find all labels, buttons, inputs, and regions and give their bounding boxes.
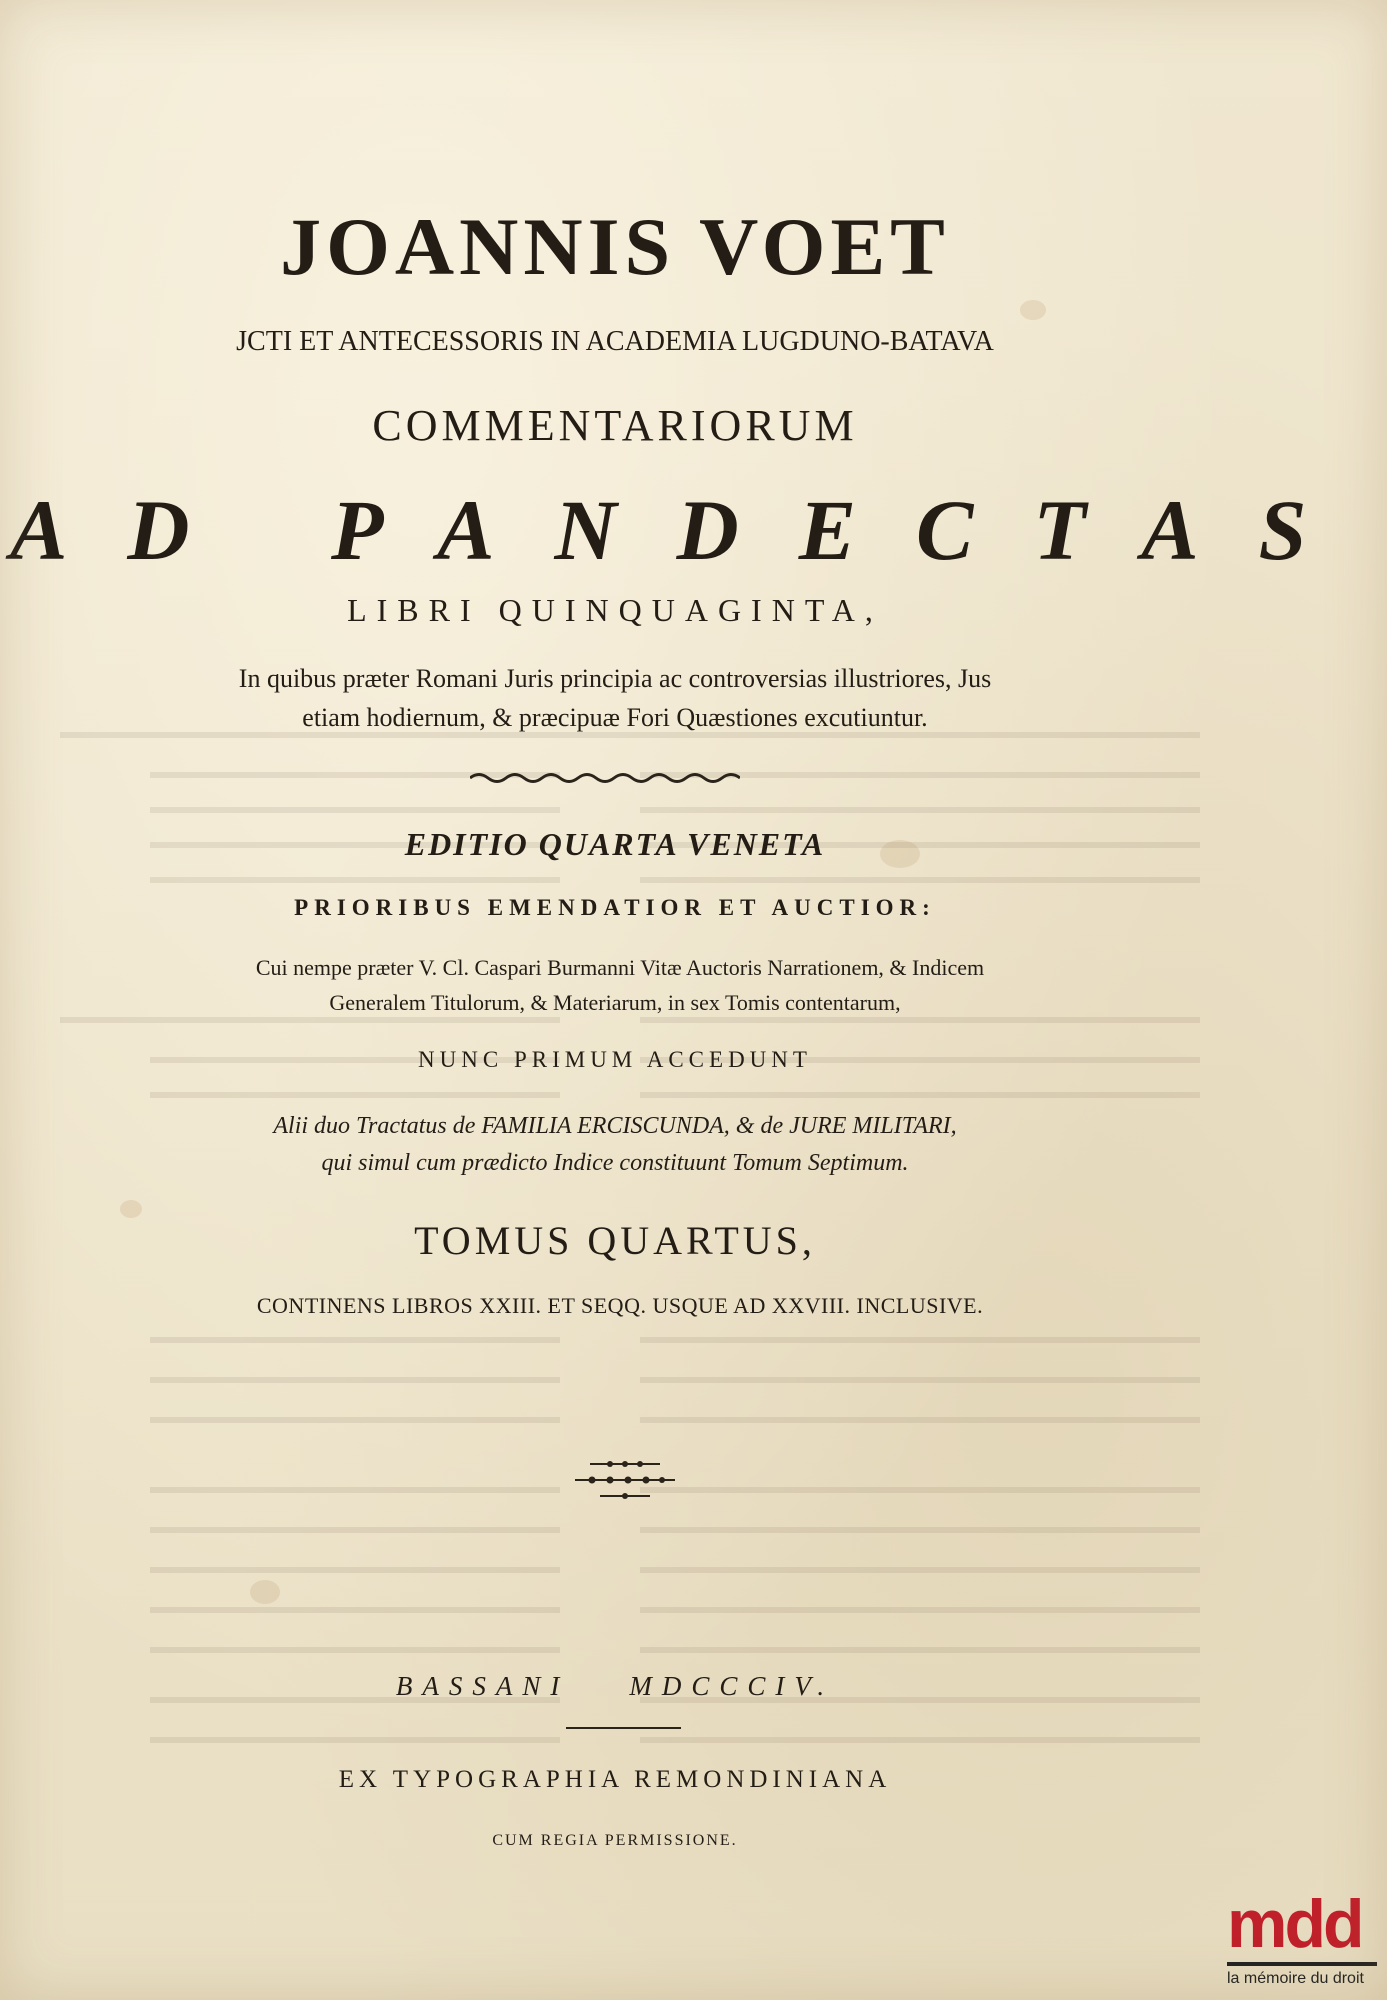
treatises-line1: Alii duo Tractatus de FAMILIA ERCISCUNDA, & de JURE MILITARI, <box>273 1113 957 1139</box>
logo-mark: mdd <box>1227 1886 1362 1962</box>
printer-name: EX TYPOGRAPHIA REMONDINIANA <box>338 1766 892 1793</box>
volume-title: TOMUS QUARTUS, <box>414 1218 816 1263</box>
paper-stain <box>120 1200 142 1218</box>
contents-line1: Cui nempe præter V. Cl. Caspari Burmanni Vitæ Auctoris Narrationem, & Indicem <box>255 955 985 980</box>
imprint-place: BASSANI <box>395 1671 570 1701</box>
work-title-line2: AD PANDECTAS <box>10 482 1367 578</box>
accedunt-heading: NUNC PRIMUM ACCEDUNT <box>418 1047 812 1072</box>
contents-line2: Generalem Titulorum, & Materiarum, in sex Tomis contentarum, <box>329 990 901 1015</box>
author-name: JOANNIS VOET <box>280 201 950 292</box>
imprint-rule <box>566 1727 681 1729</box>
description-line1: In quibus præter Romani Juris principia ac controversias illustriores, Jus <box>238 664 992 693</box>
paper-stain <box>1020 300 1046 320</box>
work-title-line3: LIBRI QUINQUAGINTA, <box>347 592 883 628</box>
royal-permission: CUM REGIA PERMISSIONE. <box>492 1832 738 1849</box>
imprint-place-date <box>0 1671 1230 1702</box>
wavy-rule-ornament <box>470 770 740 786</box>
edition-statement: EDITIO QUARTA VENETA <box>404 826 826 862</box>
description-line2: etiam hodiernum, & præcipuæ Fori Quæstiones excutiuntur. <box>302 703 928 732</box>
treatises-line2: qui simul cum prædicto Indice constituunt Tomum Septimum. <box>321 1150 909 1176</box>
paper-stain <box>250 1580 280 1604</box>
edition-note: PRIORIBUS EMENDATIOR ET AUCTIOR: <box>294 895 936 920</box>
logo-tagline: la mémoire du droit <box>1227 1970 1364 1987</box>
imprint-year: MDCCCIV. <box>629 1671 835 1701</box>
printers-ornament <box>570 1455 680 1505</box>
volume-contents: CONTINENS LIBROS XXIII. ET SEQQ. USQUE AD XXVIII. INCLUSIVE. <box>256 1293 984 1318</box>
author-credentials: JCTI ET ANTECESSORIS IN ACADEMIA LUGDUNO-BATAVA <box>236 326 994 357</box>
logo-bar <box>1227 1962 1377 1966</box>
mdd-watermark-logo <box>1227 1886 1377 2000</box>
work-title-line1: COMMENTARIORUM <box>372 401 858 450</box>
